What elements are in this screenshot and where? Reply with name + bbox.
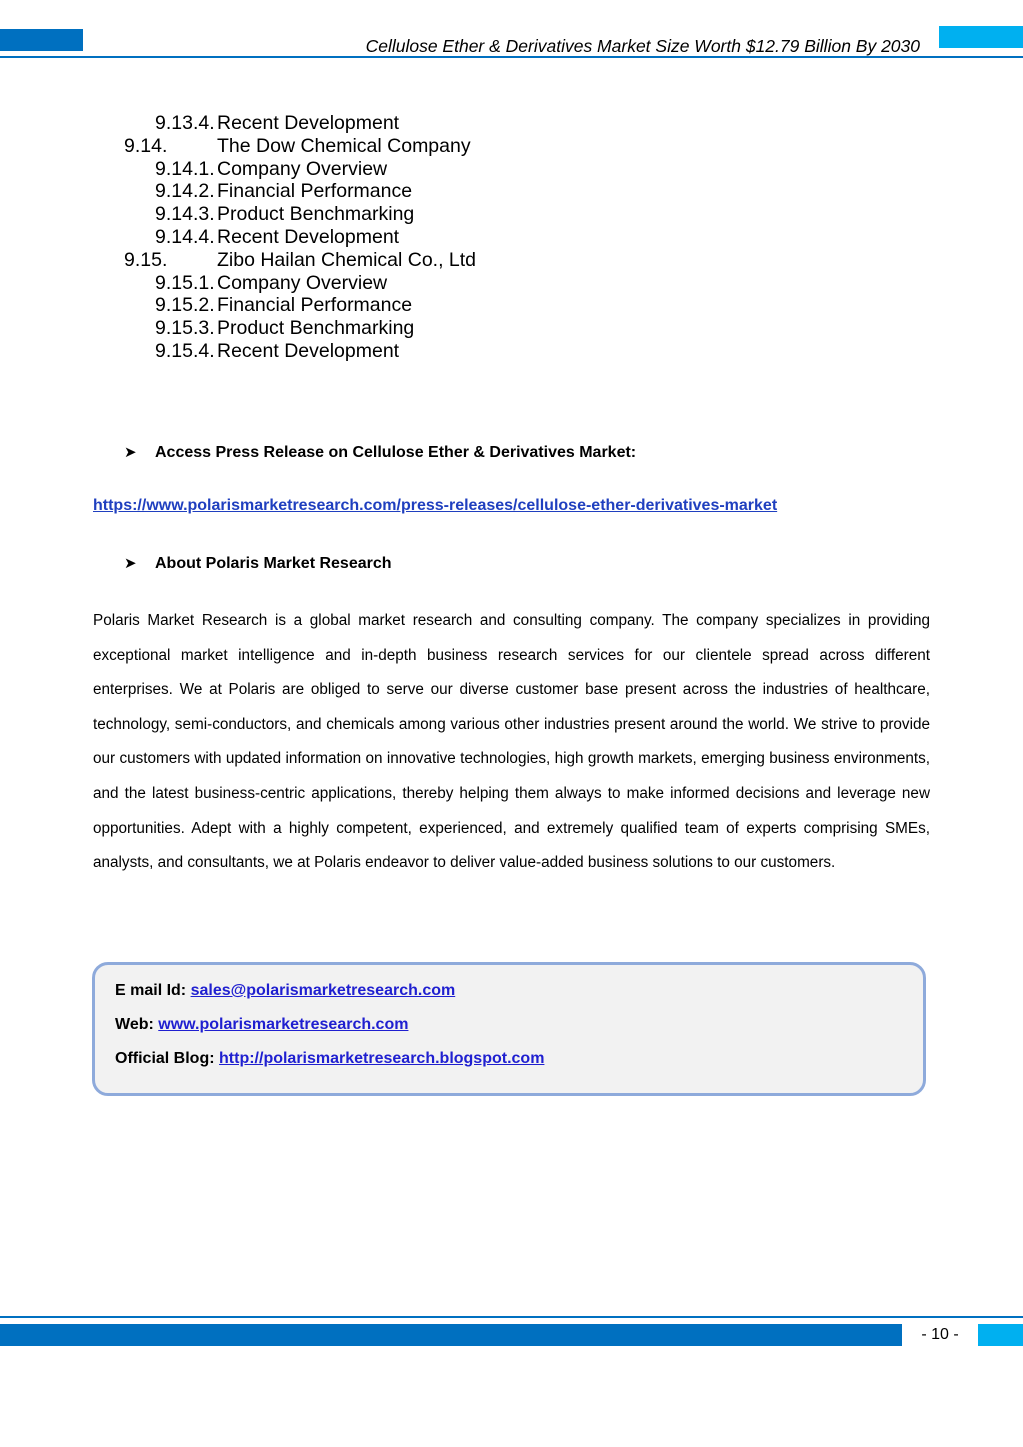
toc-item[interactable] xyxy=(0,158,1023,181)
toc-label: The Dow Chemical Company xyxy=(217,134,471,157)
toc-number: 9.15.2. xyxy=(155,294,215,317)
toc-label: Financial Performance xyxy=(217,180,413,203)
toc-number: 9.15.3. xyxy=(155,317,215,340)
blog-label: Official Blog: xyxy=(115,1050,215,1067)
footer-accent-bar xyxy=(0,1324,902,1346)
toc-number: 9.14.4. xyxy=(155,225,215,248)
toc-number: 9.14.3. xyxy=(155,203,215,226)
toc-item[interactable] xyxy=(0,294,1023,317)
toc-item[interactable] xyxy=(0,272,1023,295)
toc-number: 9.15. xyxy=(124,248,168,271)
about-heading: About Polaris Market Research xyxy=(155,555,392,572)
table-of-contents xyxy=(0,112,1023,363)
page-number: - 10 - xyxy=(921,1326,959,1343)
contact-box xyxy=(92,962,926,1096)
press-release-heading-row xyxy=(124,443,636,462)
toc-number: 9.14. xyxy=(124,134,168,157)
press-release-link[interactable]: https://www.polarismarketresearch.com/press-releases/cellulose-ether-derivatives-market xyxy=(93,497,778,514)
arrow-bullet-icon: ➤ xyxy=(124,555,137,572)
toc-label: Product Benchmarking xyxy=(217,317,415,340)
toc-label: Recent Development xyxy=(217,112,400,134)
toc-number: 9.13.4. xyxy=(155,112,215,134)
toc-item[interactable] xyxy=(0,112,1023,135)
toc-label: Company Overview xyxy=(217,157,388,180)
web-label: Web: xyxy=(115,1016,154,1033)
footer-accent-block-right xyxy=(978,1324,1023,1346)
toc-item[interactable] xyxy=(0,249,1023,272)
contact-email-row xyxy=(115,982,455,1000)
about-paragraph: Polaris Market Research is a global market research and consulting company. The company specializes in providing exceptional market intelligence and in-depth business research services for our clientele spread across different enterprises. We at Polaris are obliged to serve our diverse customer base present across the industries of healthcare, technology, semi-conductors, and chemicals among various other industries present around the world. We strive to provide our customers with updated information on innovative technologies, high growth markets, emerging business environments, and the latest business-centric applications, thereby helping them always to make informed decisions and leverage new opportunities. Adept with a highly competent, experienced, and extremely qualified team of experts comprising SMEs, analysts, and consultants, we at Polaris endeavor to deliver value-added business solutions to our customers. xyxy=(93,612,930,872)
toc-item[interactable] xyxy=(0,317,1023,340)
toc-label: Company Overview xyxy=(217,271,388,294)
toc-number: 9.14.1. xyxy=(155,157,215,180)
toc-label: Recent Development xyxy=(217,339,400,362)
toc-label: Product Benchmarking xyxy=(217,203,415,226)
toc-label: Financial Performance xyxy=(217,294,413,317)
header-rule xyxy=(0,56,1023,58)
contact-web-row xyxy=(115,1016,408,1034)
toc-label: Recent Development xyxy=(217,225,400,248)
web-link[interactable]: www.polarismarketresearch.com xyxy=(158,1016,409,1033)
toc-number: 9.15.1. xyxy=(155,271,215,294)
about-heading-row xyxy=(124,554,392,573)
header-accent-block-right xyxy=(939,26,1023,48)
email-link[interactable]: sales@polarismarketresearch.com xyxy=(190,982,456,999)
toc-item[interactable] xyxy=(0,226,1023,249)
page-header-title: Cellulose Ether & Derivatives Market Size Worth $12.79 Billion By 2030 xyxy=(365,36,920,56)
toc-number: 9.15.4. xyxy=(155,339,215,362)
email-label: E mail Id: xyxy=(115,982,187,999)
footer-rule xyxy=(0,1316,1023,1318)
arrow-bullet-icon: ➤ xyxy=(124,444,137,461)
header-accent-block-left xyxy=(0,29,83,51)
toc-number: 9.14.2. xyxy=(155,180,215,203)
toc-item[interactable] xyxy=(0,135,1023,158)
blog-link[interactable]: http://polarismarketresearch.blogspot.com xyxy=(219,1050,545,1067)
toc-item[interactable] xyxy=(0,180,1023,203)
contact-blog-row xyxy=(115,1050,544,1068)
toc-label: Zibo Hailan Chemical Co., Ltd xyxy=(217,248,477,271)
toc-item[interactable] xyxy=(0,340,1023,363)
toc-item[interactable] xyxy=(0,203,1023,226)
press-release-heading: Access Press Release on Cellulose Ether & Derivatives Market: xyxy=(155,444,637,461)
